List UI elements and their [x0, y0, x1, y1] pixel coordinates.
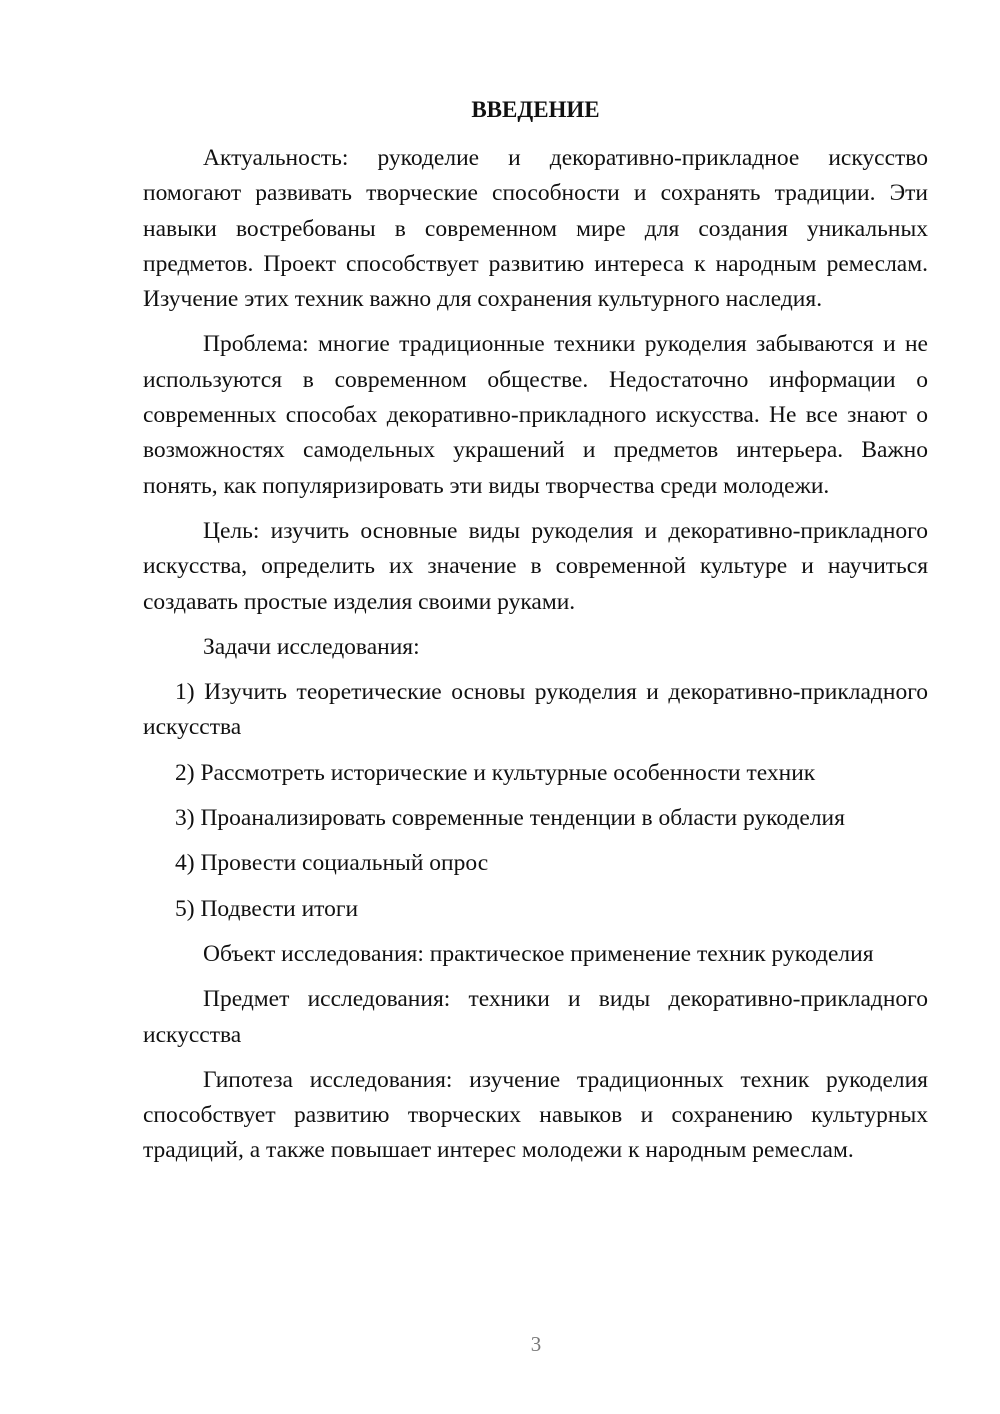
tasks-heading: Задачи исследования: [203, 633, 420, 660]
document-page [143, 95, 928, 1169]
goal-paragraph: Цель: изучить основные виды рукоделия и декоративно-прикладного искусства, определить их значение в современной культуре и научиться создавать простые изделия своими руками. [143, 517, 928, 615]
relevance-paragraph: Актуальность: рукоделие и декоративно-прикладное искусство помогают развивать творческие способности и сохранять традиции. Эти навыки востребованы в современном мире для создания уникальных предметов. Проект способствует развитию интереса к народным ремеслам. Изучение этих техник важно для сохранения культурного наследия. [143, 145, 928, 313]
subject-paragraph: Предмет исследования: техники и виды декоративно-прикладного искусства [143, 986, 928, 1048]
task-item: 1) Изучить теоретические основы рукоделия и декоративно-прикладного искусства [143, 679, 928, 741]
task-item: 3) Проанализировать современные тенденции в области рукоделия [175, 805, 845, 832]
page-number: 3 [530, 1332, 542, 1356]
document-title: ВВЕДЕНИЕ [471, 97, 600, 122]
hypothesis-paragraph: Гипотеза исследования: изучение традиционных техник рукоделия способствует развитию творческих навыков и сохранению культурных традиций, а также повышает интерес молодежи к народным ремеслам. [143, 1066, 928, 1164]
problem-paragraph: Проблема: многие традиционные техники рукоделия забываются и не используются в современном обществе. Недостаточно информации о современных способах декоративно-прикладного искусства. Не все знают о возможностях самодельных украшений и предметов интерьера. Важно понять, как популяризировать эти виды творчества среди молодежи. [143, 331, 928, 499]
task-item: 4) Провести социальный опрос [175, 850, 489, 877]
object-paragraph: Объект исследования: практическое применение техник рукоделия [203, 940, 874, 967]
task-item: 5) Подвести итоги [175, 895, 359, 922]
task-item: 2) Рассмотреть исторические и культурные особенности техник [175, 759, 816, 786]
